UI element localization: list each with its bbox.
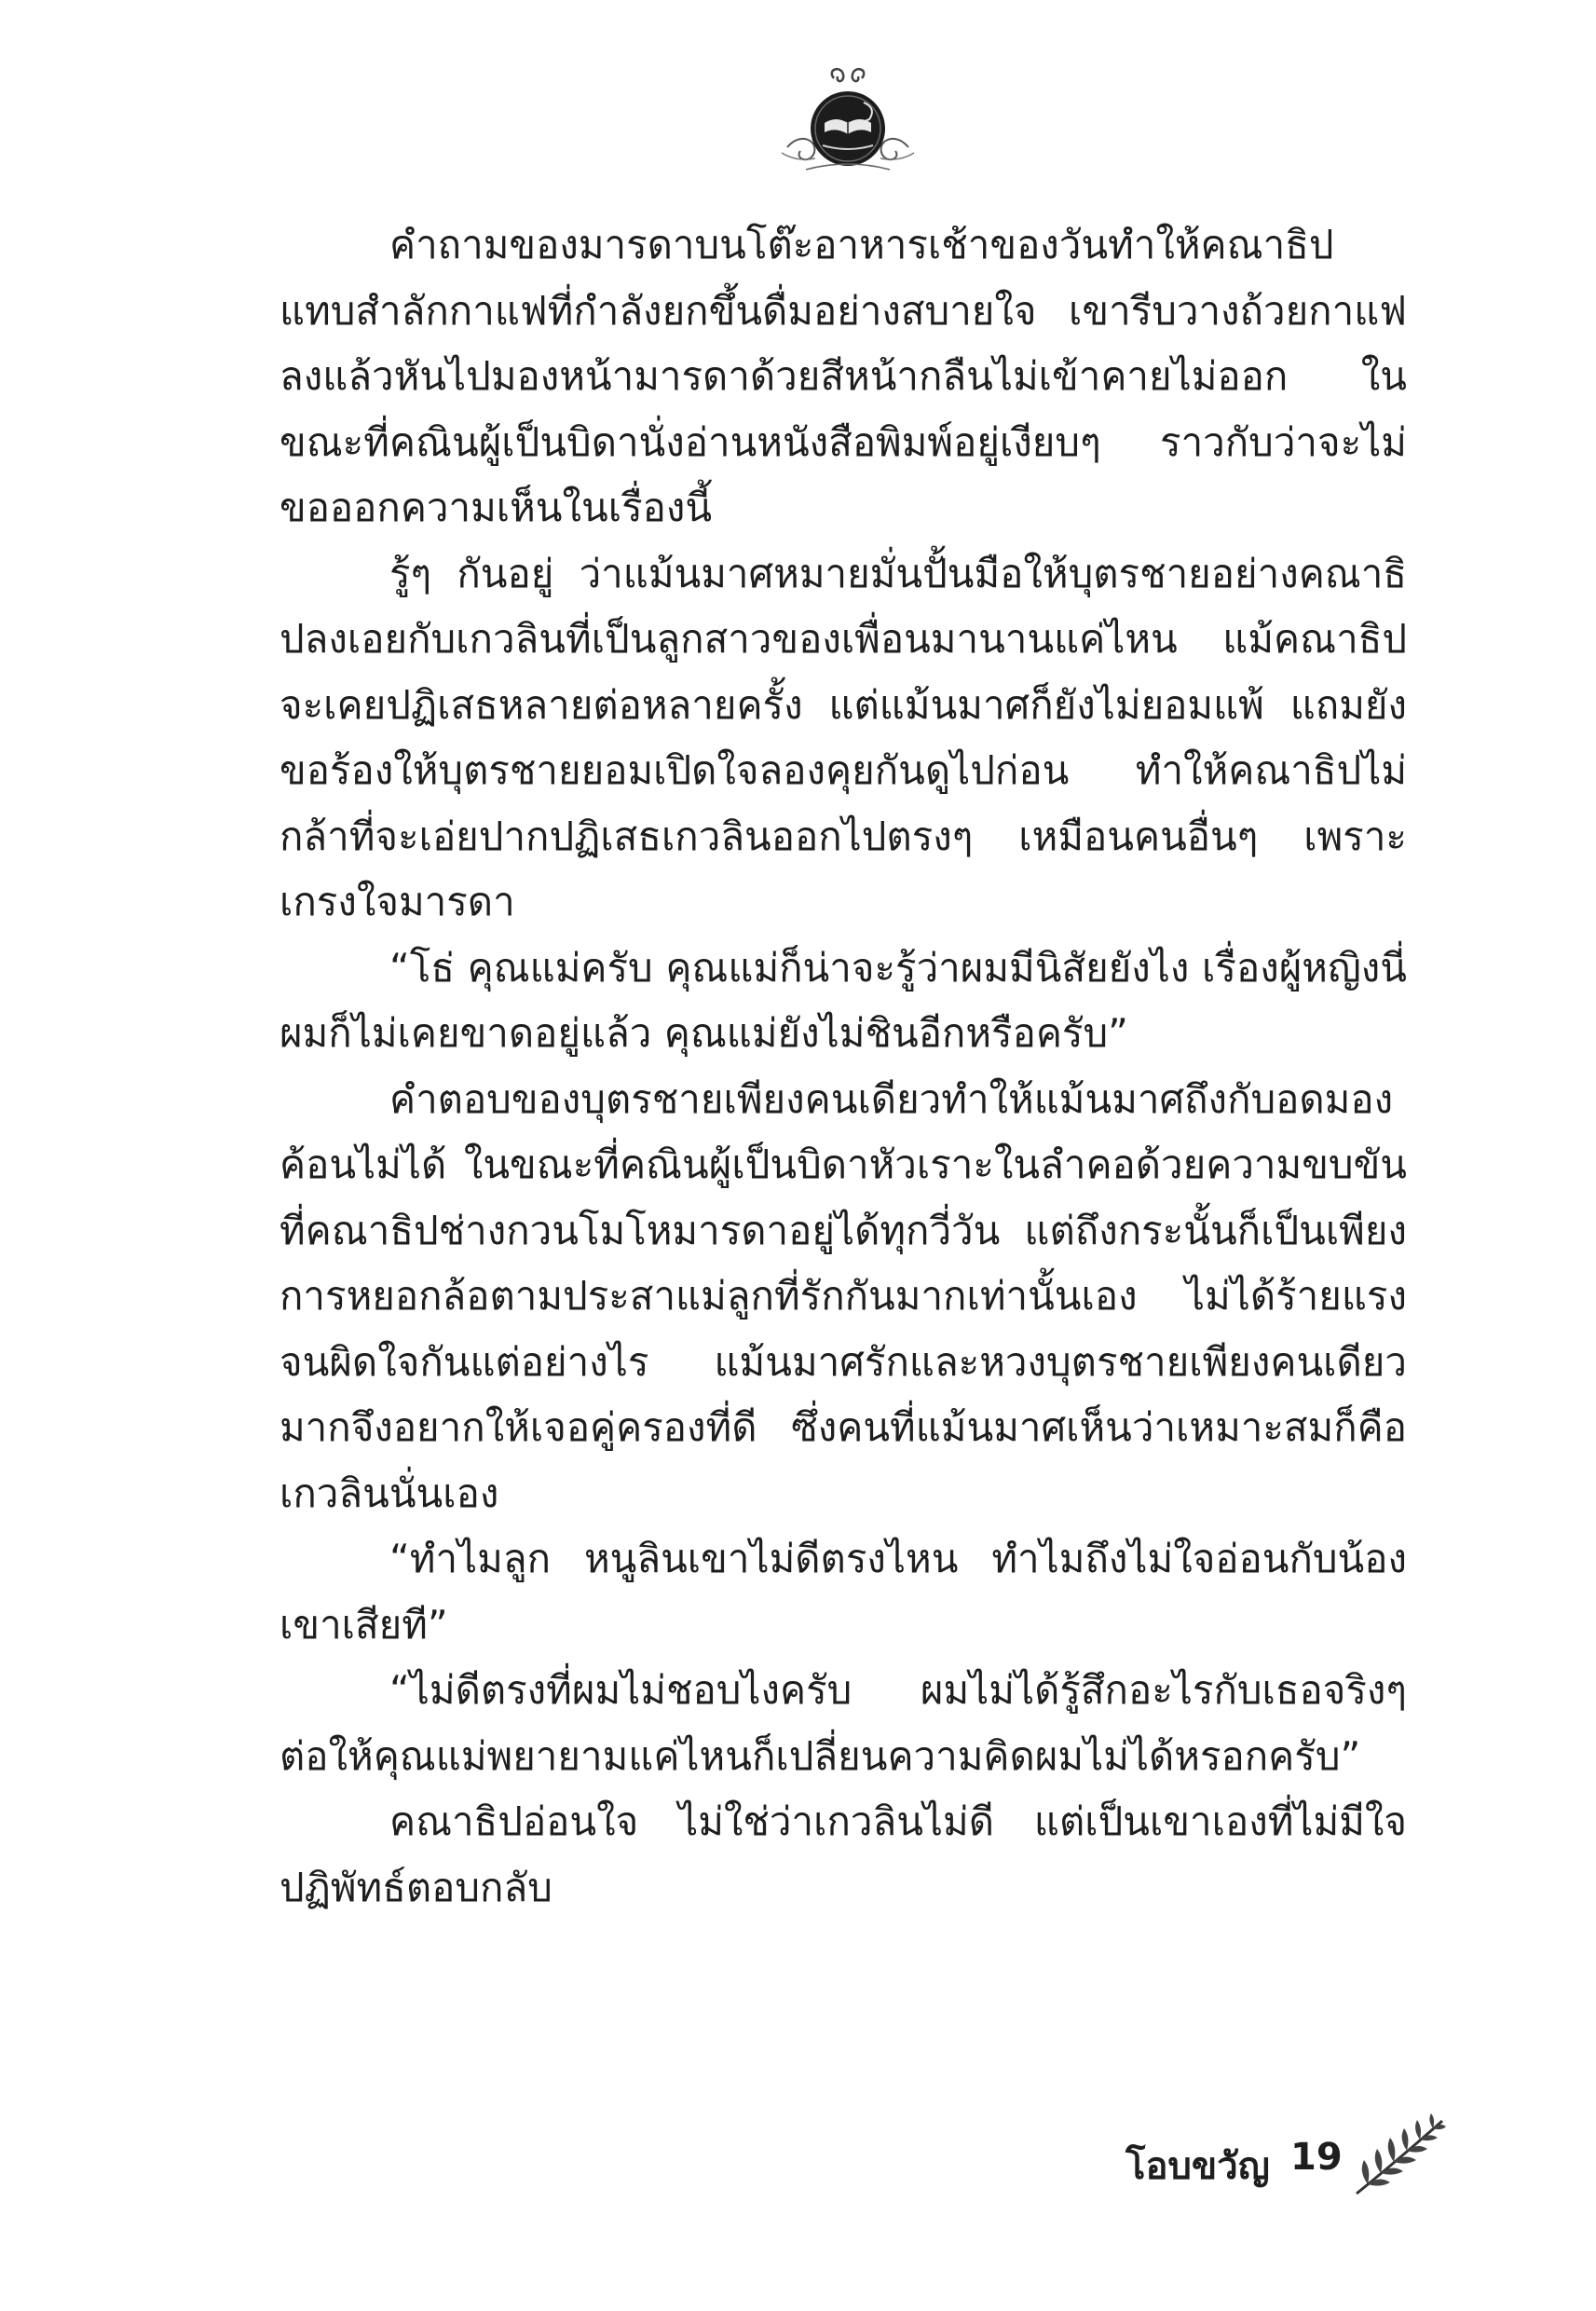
paragraph: “โธ่ คุณแม่ครับ คุณแม่ก็น่าจะรู้ว่าผมมีนิสัยยังไง เรื่องผู้หญิงนี่ผมก็ไม่เคยขาดอยู่แล้ว คุณแม่ยังไม่ชินอีกหรือครับ”: [280, 944, 1407, 1056]
paragraph: คำถามของมารดาบนโต๊ะอาหารเช้าของวันทำให้คณาธิปแทบสำลักกาแฟที่กำลังยกขึ้นดื่มอย่างสบายใจ เขารีบวางถ้วยกาแฟลงแล้วหันไปมองหน้ามารดาด้วยสีหน้ากลืนไม่เข้าคายไม่ออก ในขณะที่คณินผู้เป็นบิดานั่งอ่านหนังสือพิมพ์อยู่เงียบๆ ราวกับว่าจะไม่ขอออกความเห็นในเรื่องนี้: [280, 222, 1407, 530]
paragraph: รู้ๆ กันอยู่ ว่าแม้นมาศหมายมั่นปั้นมือให้บุตรชายอย่างคณาธิปลงเอยกับเกวลินที่เป็นลูกสาวของเพื่อนมานานแค่ไหน แม้คณาธิปจะเคยปฏิเสธหลายต่อหลายครั้ง แต่แม้นมาศก็ยังไม่ยอมแพ้ แถมยังขอร้องให้บุตรชายยอมเปิดใจลองคุยกันดูไปก่อน ทำให้คณาธิปไม่กล้าที่จะเอ่ยปากปฏิเสธเกวลินออกไปตรงๆ เหมือนคนอื่นๆ เพราะเกรงใจมารดา: [280, 550, 1407, 924]
paragraph: “ไม่ดีตรงที่ผมไม่ชอบไงครับ ผมไม่ได้รู้สึกอะไรกับเธอจริงๆ ต่อให้คุณแม่พยายามแค่ไหนก็เปลี่ยนความคิดผมไม่ได้หรอกครับ”: [280, 1667, 1407, 1779]
fern-leaf-icon: [1349, 2108, 1452, 2206]
chapter-body-text: [280, 212, 1407, 1921]
paragraph: คำตอบของบุตรชายเพียงคนเดียวทำให้แม้นมาศถึงกับอดมองค้อนไม่ได้ ในขณะที่คณินผู้เป็นบิดาหัวเราะในลำคอด้วยความขบขันที่คณาธิปช่างกวนโมโหมารดาอยู่ได้ทุกวี่วัน แต่ถึงกระนั้นก็เป็นเพียงการหยอกล้อตามประสาแม่ลูกที่รักกันมากเท่านั้นเอง ไม่ได้ร้ายแรงจนผิดใจกันแต่อย่างไร แม้นมาศรักและหวงบุตรชายเพียงคนเดียวมากจึงอยากให้เจอคู่ครองที่ดี ซึ่งคนที่แม้นมาศเห็นว่าเหมาะสมก็คือเกวลินนั่นเอง: [280, 1075, 1407, 1516]
paragraph: คณาธิปอ่อนใจ ไม่ใช่ว่าเกวลินไม่ดี แต่เป็นเขาเองที่ไม่มีใจปฏิพัทธ์ตอบกลับ: [280, 1798, 1407, 1910]
paragraph: “ทำไมลูก หนูลินเขาไม่ดีตรงไหน ทำไมถึงไม่ใจอ่อนกับน้องเขาเสียที”: [280, 1536, 1407, 1648]
footer-book-title: โอบขวัญ: [1125, 2145, 1270, 2188]
ornamental-book-emblem-icon: [778, 65, 918, 177]
page-number: 19: [1290, 2136, 1343, 2179]
